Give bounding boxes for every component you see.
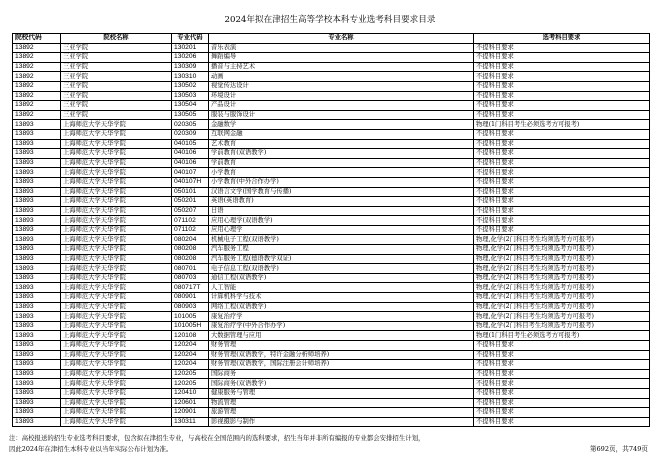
major-code-cell: 040106 bbox=[172, 149, 209, 159]
school-name-cell: 三亚学院 bbox=[61, 81, 172, 91]
requirement-cell: 物理,化学(2门科目考生均须选考方可报考) bbox=[474, 273, 650, 283]
requirement-cell: 不提科目要求 bbox=[474, 101, 650, 111]
requirement-cell: 不提科目要求 bbox=[474, 350, 650, 360]
footnote bbox=[9, 433, 424, 455]
table-row bbox=[13, 341, 650, 351]
requirement-cell: 不提科目要求 bbox=[474, 398, 650, 408]
major-code-cell: 080208 bbox=[172, 254, 209, 264]
requirement-cell: 不提科目要求 bbox=[474, 341, 650, 351]
school-name-cell: 上海师范大学天华学院 bbox=[61, 408, 172, 418]
major-name-cell: 环境设计 bbox=[209, 91, 474, 101]
school-code-cell: 13893 bbox=[13, 312, 61, 322]
school-code-cell: 13893 bbox=[13, 408, 61, 418]
school-name-cell: 上海师范大学天华学院 bbox=[61, 206, 172, 216]
table-row bbox=[13, 187, 650, 197]
table-row bbox=[13, 254, 650, 264]
school-name-cell: 上海师范大学天华学院 bbox=[61, 398, 172, 408]
school-code-cell: 13893 bbox=[13, 264, 61, 274]
header-major-name: 专业名称 bbox=[209, 34, 474, 44]
school-code-cell: 13893 bbox=[13, 321, 61, 331]
requirement-cell: 不提科目要求 bbox=[474, 360, 650, 370]
school-name-cell: 上海师范大学天华学院 bbox=[61, 283, 172, 293]
school-name-cell: 上海师范大学天华学院 bbox=[61, 139, 172, 149]
school-name-cell: 上海师范大学天华学院 bbox=[61, 321, 172, 331]
major-name-cell: 机械电子工程(双语教学) bbox=[209, 235, 474, 245]
major-name-cell: 网络工程(双语教学) bbox=[209, 302, 474, 312]
school-code-cell: 13893 bbox=[13, 120, 61, 130]
major-name-cell: 学前教育 bbox=[209, 158, 474, 168]
major-code-cell: 040107H bbox=[172, 177, 209, 187]
footnote-line-2: 因此2024年在津招生本科专业以当年实际公布计划为准。 bbox=[9, 445, 173, 453]
major-code-cell: 120901 bbox=[172, 408, 209, 418]
school-code-cell: 13893 bbox=[13, 254, 61, 264]
table-row bbox=[13, 283, 650, 293]
major-name-cell: 音乐表演 bbox=[209, 43, 474, 53]
major-code-cell: 080903 bbox=[172, 302, 209, 312]
school-code-cell: 13893 bbox=[13, 149, 61, 159]
table-row bbox=[13, 321, 650, 331]
major-code-cell: 080703 bbox=[172, 273, 209, 283]
school-code-cell: 13892 bbox=[13, 81, 61, 91]
major-name-cell: 学前教育(双语教学) bbox=[209, 149, 474, 159]
table-row bbox=[13, 206, 650, 216]
requirement-cell: 物理(1门科目考生必须选考方可报考) bbox=[474, 120, 650, 130]
school-name-cell: 上海师范大学天华学院 bbox=[61, 129, 172, 139]
major-name-cell: 视觉传达设计 bbox=[209, 81, 474, 91]
table-row bbox=[13, 53, 650, 63]
requirement-cell: 不提科目要求 bbox=[474, 72, 650, 82]
school-name-cell: 上海师范大学天华学院 bbox=[61, 302, 172, 312]
major-code-cell: 050201 bbox=[172, 197, 209, 207]
major-code-cell: 080204 bbox=[172, 235, 209, 245]
requirement-cell: 不提科目要求 bbox=[474, 206, 650, 216]
table-row bbox=[13, 43, 650, 53]
school-name-cell: 三亚学院 bbox=[61, 91, 172, 101]
major-code-cell: 040105 bbox=[172, 139, 209, 149]
school-code-cell: 13893 bbox=[13, 331, 61, 341]
major-name-cell: 艺术教育 bbox=[209, 139, 474, 149]
school-code-cell: 13892 bbox=[13, 43, 61, 53]
table-row bbox=[13, 408, 650, 418]
requirement-cell: 物理,化学(2门科目考生均须选考方可报考) bbox=[474, 321, 650, 331]
table-row bbox=[13, 264, 650, 274]
major-name-cell: 康复治疗学 bbox=[209, 312, 474, 322]
major-name-cell: 电子信息工程(双语教学) bbox=[209, 264, 474, 274]
major-name-cell: 应用心理学 bbox=[209, 225, 474, 235]
school-code-cell: 13893 bbox=[13, 216, 61, 226]
school-code-cell: 13892 bbox=[13, 101, 61, 111]
table-row bbox=[13, 273, 650, 283]
requirement-cell: 不提科目要求 bbox=[474, 62, 650, 72]
major-name-cell: 计算机科学与技术 bbox=[209, 293, 474, 303]
school-code-cell: 13892 bbox=[13, 110, 61, 120]
major-name-cell: 影视摄影与制作 bbox=[209, 417, 474, 427]
major-name-cell: 小学教育(中外合作办学) bbox=[209, 177, 474, 187]
major-name-cell: 国际商务 bbox=[209, 369, 474, 379]
major-code-cell: 050207 bbox=[172, 206, 209, 216]
major-name-cell: 通信工程(双语教学) bbox=[209, 273, 474, 283]
school-code-cell: 13893 bbox=[13, 187, 61, 197]
school-name-cell: 上海师范大学天华学院 bbox=[61, 225, 172, 235]
major-name-cell: 小学教育 bbox=[209, 168, 474, 178]
header-subject-requirement: 选考科目要求 bbox=[474, 34, 650, 44]
school-name-cell: 三亚学院 bbox=[61, 101, 172, 111]
requirement-cell: 不提科目要求 bbox=[474, 177, 650, 187]
major-code-cell: 020305 bbox=[172, 120, 209, 130]
major-code-cell: 020309 bbox=[172, 129, 209, 139]
requirement-cell: 不提科目要求 bbox=[474, 168, 650, 178]
school-code-cell: 13893 bbox=[13, 341, 61, 351]
school-code-cell: 13893 bbox=[13, 235, 61, 245]
major-name-cell: 产品设计 bbox=[209, 101, 474, 111]
table-row bbox=[13, 62, 650, 72]
school-code-cell: 13893 bbox=[13, 360, 61, 370]
major-name-cell: 汽车服务工程 bbox=[209, 245, 474, 255]
school-name-cell: 上海师范大学天华学院 bbox=[61, 312, 172, 322]
table-row bbox=[13, 216, 650, 226]
major-name-cell: 应用心理学(双语教学) bbox=[209, 216, 474, 226]
header-major-code: 专业代码 bbox=[172, 34, 209, 44]
table-row bbox=[13, 331, 650, 341]
major-code-cell: 130311 bbox=[172, 417, 209, 427]
school-code-cell: 13892 bbox=[13, 91, 61, 101]
school-name-cell: 上海师范大学天华学院 bbox=[61, 273, 172, 283]
requirement-cell: 不提科目要求 bbox=[474, 81, 650, 91]
requirement-cell: 不提科目要求 bbox=[474, 379, 650, 389]
school-code-cell: 13892 bbox=[13, 72, 61, 82]
table-row bbox=[13, 225, 650, 235]
requirement-cell: 不提科目要求 bbox=[474, 388, 650, 398]
requirements-table bbox=[12, 33, 650, 427]
major-name-cell: 国际商务(双语教学) bbox=[209, 379, 474, 389]
school-code-cell: 13893 bbox=[13, 139, 61, 149]
page-number: 第692页，共749页 bbox=[589, 445, 648, 453]
table-row bbox=[13, 235, 650, 245]
requirement-cell: 不提科目要求 bbox=[474, 158, 650, 168]
table-row bbox=[13, 177, 650, 187]
major-name-cell: 财务管理 bbox=[209, 341, 474, 351]
table-row bbox=[13, 417, 650, 427]
header-school-code: 院校代码 bbox=[13, 34, 61, 44]
major-code-cell: 130201 bbox=[172, 43, 209, 53]
table-row bbox=[13, 91, 650, 101]
school-name-cell: 上海师范大学天华学院 bbox=[61, 254, 172, 264]
requirement-cell: 不提科目要求 bbox=[474, 139, 650, 149]
requirement-cell: 物理,化学(2门科目考生均须选考方可报考) bbox=[474, 264, 650, 274]
requirement-cell: 不提科目要求 bbox=[474, 149, 650, 159]
major-code-cell: 120204 bbox=[172, 350, 209, 360]
school-name-cell: 上海师范大学天华学院 bbox=[61, 168, 172, 178]
table-row bbox=[13, 350, 650, 360]
major-code-cell: 130502 bbox=[172, 81, 209, 91]
major-name-cell: 互联网金融 bbox=[209, 129, 474, 139]
major-name-cell: 康复治疗学(中外合作办学) bbox=[209, 321, 474, 331]
school-name-cell: 上海师范大学天华学院 bbox=[61, 350, 172, 360]
school-name-cell: 上海师范大学天华学院 bbox=[61, 331, 172, 341]
table-row bbox=[13, 312, 650, 322]
requirement-cell: 物理,化学(2门科目考生均须选考方可报考) bbox=[474, 293, 650, 303]
major-name-cell: 大数据管理与应用 bbox=[209, 331, 474, 341]
table-row bbox=[13, 360, 650, 370]
school-name-cell: 上海师范大学天华学院 bbox=[61, 379, 172, 389]
requirement-cell: 物理,化学(2门科目考生均须选考方可报考) bbox=[474, 235, 650, 245]
school-name-cell: 上海师范大学天华学院 bbox=[61, 360, 172, 370]
requirement-cell: 不提科目要求 bbox=[474, 187, 650, 197]
school-name-cell: 上海师范大学天华学院 bbox=[61, 177, 172, 187]
requirement-cell: 不提科目要求 bbox=[474, 43, 650, 53]
school-name-cell: 上海师范大学天华学院 bbox=[61, 187, 172, 197]
major-name-cell: 汉语言文学(国学教育与传播) bbox=[209, 187, 474, 197]
school-name-cell: 上海师范大学天华学院 bbox=[61, 216, 172, 226]
major-code-cell: 120601 bbox=[172, 398, 209, 408]
major-code-cell: 130309 bbox=[172, 62, 209, 72]
school-code-cell: 13893 bbox=[13, 302, 61, 312]
major-name-cell: 财务管理(双语教学，国际注册会计师培养) bbox=[209, 360, 474, 370]
table-row bbox=[13, 293, 650, 303]
major-code-cell: 040107 bbox=[172, 168, 209, 178]
school-name-cell: 上海师范大学天华学院 bbox=[61, 120, 172, 130]
table-row bbox=[13, 245, 650, 255]
school-code-cell: 13893 bbox=[13, 197, 61, 207]
major-code-cell: 120204 bbox=[172, 360, 209, 370]
school-name-cell: 三亚学院 bbox=[61, 110, 172, 120]
major-code-cell: 050101 bbox=[172, 187, 209, 197]
school-name-cell: 上海师范大学天华学院 bbox=[61, 158, 172, 168]
school-code-cell: 13892 bbox=[13, 53, 61, 63]
major-code-cell: 071102 bbox=[172, 216, 209, 226]
school-code-cell: 13893 bbox=[13, 369, 61, 379]
table-row bbox=[13, 168, 650, 178]
school-code-cell: 13893 bbox=[13, 417, 61, 427]
major-code-cell: 101005H bbox=[172, 321, 209, 331]
table-row bbox=[13, 398, 650, 408]
major-name-cell: 播音与主持艺术 bbox=[209, 62, 474, 72]
major-name-cell: 物流管理 bbox=[209, 398, 474, 408]
school-code-cell: 13893 bbox=[13, 177, 61, 187]
requirement-cell: 不提科目要求 bbox=[474, 110, 650, 120]
footnote-line-1: 注：高校报送的招生专业选考科目要求，包含拟在津招生专业，与高校在全国范围内的选科要求，招生当年并非所有编报的专业都会安排招生计划， bbox=[9, 434, 425, 442]
major-code-cell: 130310 bbox=[172, 72, 209, 82]
requirement-cell: 不提科目要求 bbox=[474, 129, 650, 139]
major-name-cell: 健康服务与管理 bbox=[209, 388, 474, 398]
major-code-cell: 120205 bbox=[172, 369, 209, 379]
table-row bbox=[13, 110, 650, 120]
requirement-cell: 物理,化学(2门科目考生均须选考方可报考) bbox=[474, 283, 650, 293]
major-name-cell: 金融数学 bbox=[209, 120, 474, 130]
major-name-cell: 动画 bbox=[209, 72, 474, 82]
table-row bbox=[13, 302, 650, 312]
school-name-cell: 上海师范大学天华学院 bbox=[61, 388, 172, 398]
major-code-cell: 071102 bbox=[172, 225, 209, 235]
school-code-cell: 13893 bbox=[13, 293, 61, 303]
table-row bbox=[13, 101, 650, 111]
major-name-cell: 财务管理(双语教学，特许金融分析师培养) bbox=[209, 350, 474, 360]
header-school-name: 院校名称 bbox=[61, 34, 172, 44]
school-name-cell: 上海师范大学天华学院 bbox=[61, 293, 172, 303]
school-code-cell: 13893 bbox=[13, 398, 61, 408]
major-code-cell: 130505 bbox=[172, 110, 209, 120]
school-code-cell: 13893 bbox=[13, 379, 61, 389]
table-row bbox=[13, 158, 650, 168]
school-name-cell: 三亚学院 bbox=[61, 43, 172, 53]
school-name-cell: 上海师范大学天华学院 bbox=[61, 341, 172, 351]
requirement-cell: 不提科目要求 bbox=[474, 417, 650, 427]
requirement-cell: 物理,化学(2门科目考生均须选考方可报考) bbox=[474, 312, 650, 322]
major-code-cell: 120410 bbox=[172, 388, 209, 398]
table-row bbox=[13, 369, 650, 379]
table-header-row bbox=[13, 34, 650, 44]
table-row bbox=[13, 197, 650, 207]
major-code-cell: 080701 bbox=[172, 264, 209, 274]
major-code-cell: 080717T bbox=[172, 283, 209, 293]
school-name-cell: 三亚学院 bbox=[61, 72, 172, 82]
major-name-cell: 日语 bbox=[209, 206, 474, 216]
table-row bbox=[13, 379, 650, 389]
major-code-cell: 120204 bbox=[172, 341, 209, 351]
requirement-cell: 物理,化学(2门科目考生均须选考方可报考) bbox=[474, 254, 650, 264]
school-code-cell: 13893 bbox=[13, 283, 61, 293]
school-name-cell: 上海师范大学天华学院 bbox=[61, 197, 172, 207]
major-name-cell: 舞蹈编导 bbox=[209, 53, 474, 63]
requirement-cell: 物理,化学(2门科目考生均须选考方可报考) bbox=[474, 302, 650, 312]
major-code-cell: 130206 bbox=[172, 53, 209, 63]
table-row bbox=[13, 388, 650, 398]
requirement-cell: 不提科目要求 bbox=[474, 408, 650, 418]
requirement-cell: 不提科目要求 bbox=[474, 369, 650, 379]
school-code-cell: 13893 bbox=[13, 225, 61, 235]
major-code-cell: 130503 bbox=[172, 91, 209, 101]
school-code-cell: 13892 bbox=[13, 62, 61, 72]
major-code-cell: 120205 bbox=[172, 379, 209, 389]
school-code-cell: 13893 bbox=[13, 206, 61, 216]
school-code-cell: 13893 bbox=[13, 350, 61, 360]
requirement-cell: 物理(1门科目考生必须选考方可报考) bbox=[474, 331, 650, 341]
school-code-cell: 13893 bbox=[13, 273, 61, 283]
school-name-cell: 上海师范大学天华学院 bbox=[61, 235, 172, 245]
requirement-cell: 不提科目要求 bbox=[474, 91, 650, 101]
school-code-cell: 13893 bbox=[13, 168, 61, 178]
major-name-cell: 汽车服务工程(德语教学双证) bbox=[209, 254, 474, 264]
school-name-cell: 上海师范大学天华学院 bbox=[61, 417, 172, 427]
school-code-cell: 13893 bbox=[13, 388, 61, 398]
table-row bbox=[13, 129, 650, 139]
page-title: 2024年拟在津招生高等学校本科专业选考科目要求目录 bbox=[224, 15, 436, 25]
major-code-cell: 101005 bbox=[172, 312, 209, 322]
table-row bbox=[13, 120, 650, 130]
major-name-cell: 服装与服饰设计 bbox=[209, 110, 474, 120]
school-name-cell: 三亚学院 bbox=[61, 53, 172, 63]
major-name-cell: 旅游管理 bbox=[209, 408, 474, 418]
major-code-cell: 040106 bbox=[172, 158, 209, 168]
major-code-cell: 080208 bbox=[172, 245, 209, 255]
table-row bbox=[13, 72, 650, 82]
table-row bbox=[13, 149, 650, 159]
major-code-cell: 130504 bbox=[172, 101, 209, 111]
school-code-cell: 13893 bbox=[13, 158, 61, 168]
requirement-cell: 不提科目要求 bbox=[474, 53, 650, 63]
requirement-cell: 不提科目要求 bbox=[474, 225, 650, 235]
major-code-cell: 080901 bbox=[172, 293, 209, 303]
requirement-cell: 不提科目要求 bbox=[474, 216, 650, 226]
school-name-cell: 上海师范大学天华学院 bbox=[61, 149, 172, 159]
requirement-cell: 物理,化学(2门科目考生均须选考方可报考) bbox=[474, 245, 650, 255]
school-name-cell: 上海师范大学天华学院 bbox=[61, 245, 172, 255]
school-code-cell: 13893 bbox=[13, 245, 61, 255]
major-name-cell: 英语(英语教育) bbox=[209, 197, 474, 207]
major-code-cell: 120108 bbox=[172, 331, 209, 341]
school-name-cell: 上海师范大学天华学院 bbox=[61, 369, 172, 379]
requirement-cell: 不提科目要求 bbox=[474, 197, 650, 207]
table-row bbox=[13, 139, 650, 149]
school-code-cell: 13893 bbox=[13, 129, 61, 139]
school-name-cell: 三亚学院 bbox=[61, 62, 172, 72]
major-name-cell: 人工智能 bbox=[209, 283, 474, 293]
school-name-cell: 上海师范大学天华学院 bbox=[61, 264, 172, 274]
table-row bbox=[13, 81, 650, 91]
